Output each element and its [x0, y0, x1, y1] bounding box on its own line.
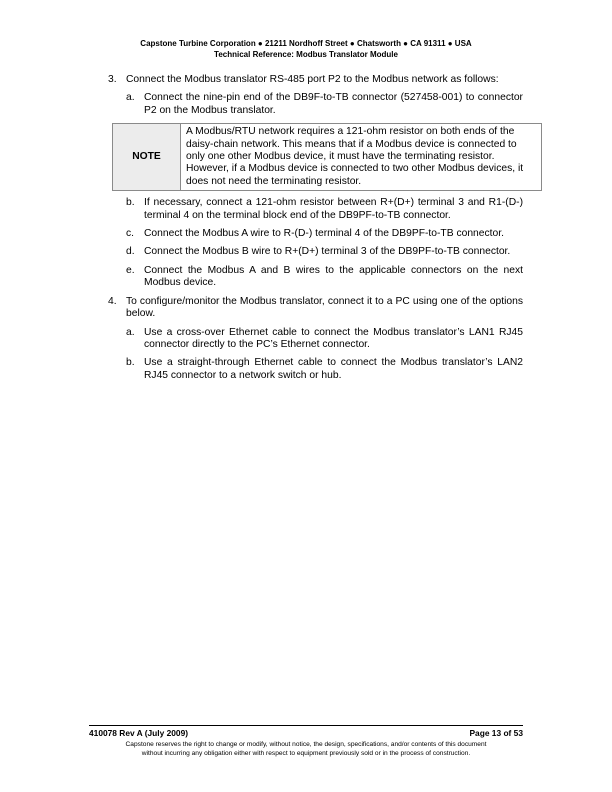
- substep-letter: a.: [126, 326, 135, 338]
- substep-4b: [126, 357, 523, 382]
- substep-letter: a.: [126, 92, 135, 104]
- substep-3b: [126, 197, 523, 222]
- footer-disclaimer: [89, 740, 523, 758]
- substep-3e: [126, 265, 523, 290]
- page-footer: [89, 725, 523, 758]
- note-box: [112, 123, 542, 191]
- substep-text: Connect the Modbus A and B wires to the applicable connectors on the next Modbus device.: [144, 264, 523, 289]
- substep-3a: [126, 92, 523, 117]
- step-3-substeps: [126, 92, 523, 289]
- substep-letter: b.: [126, 357, 135, 369]
- step-text: To configure/monitor the Modbus translator, connect it to a PC using one of the options below.: [126, 295, 523, 320]
- page-header: [0, 38, 612, 60]
- substep-letter: d.: [126, 246, 135, 258]
- disclaimer-line-1: Capstone reserves the right to change or modify, without notice, the design, specifications, and/or contents of this document: [125, 741, 487, 748]
- substep-text: Use a straight-through Ethernet cable to connect the Modbus translator’s LAN2 RJ45 connector to a network switch or hub.: [144, 357, 523, 381]
- step-number: 3.: [108, 74, 117, 85]
- footer-row: [89, 728, 523, 739]
- step-text: Connect the Modbus translator RS-485 port P2 to the Modbus network as follows:: [126, 74, 499, 85]
- substep-text: If necessary, connect a 121-ohm resistor between R+(D+) terminal 3 and R1-(D-) terminal 4 on the terminal block end of the DB9PF-to-TB connector.: [144, 197, 523, 221]
- substep-letter: e.: [126, 264, 135, 276]
- substep-letter: c.: [126, 228, 135, 240]
- substep-3c: [126, 228, 523, 240]
- header-doc-title: Technical Reference: Modbus Translator Module: [214, 50, 398, 59]
- doc-revision: 410078 Rev A (July 2009): [89, 728, 189, 738]
- substep-text: Use a cross-over Ethernet cable to connect the Modbus translator’s LAN1 RJ45 connector directly to the PC’s Ethernet connector.: [144, 326, 523, 350]
- header-company-line: Capstone Turbine Corporation ● 21211 Nordhoff Street ● Chatsworth ● CA 91311 ● USA: [140, 39, 472, 48]
- page-number: Page 13 of 53: [469, 728, 523, 738]
- substep-letter: b.: [126, 197, 135, 209]
- step-4: [108, 296, 523, 321]
- disclaimer-line-2: without incurring any obligation either with respect to equipment previously sold or in the process of construction.: [141, 750, 471, 757]
- step-4-substeps: [126, 327, 523, 383]
- note-label: NOTE: [113, 124, 181, 190]
- substep-text: Connect the Modbus A wire to R-(D-) terminal 4 of the DB9PF-to-TB connector.: [144, 228, 504, 240]
- step-3: [108, 74, 523, 86]
- substep-3d: [126, 246, 523, 258]
- page-content: [108, 74, 523, 388]
- note-text: A Modbus/RTU network requires a 121-ohm resistor on both ends of the daisy-chain network. This means that if a Modbus device is connected to only one other Modbus device, it must have the terminating resistor. However, if a Modbus device is connected to two other Modbus devices, it does not need the terminating resistor.: [186, 126, 524, 187]
- step-number: 4.: [108, 295, 117, 307]
- substep-4a: [126, 327, 523, 352]
- substep-text: Connect the nine-pin end of the DB9F-to-TB connector (527458-001) to connector P2 on the Modbus translator.: [144, 92, 523, 116]
- substep-text: Connect the Modbus B wire to R+(D+) terminal 3 of the DB9PF-to-TB connector.: [144, 246, 511, 258]
